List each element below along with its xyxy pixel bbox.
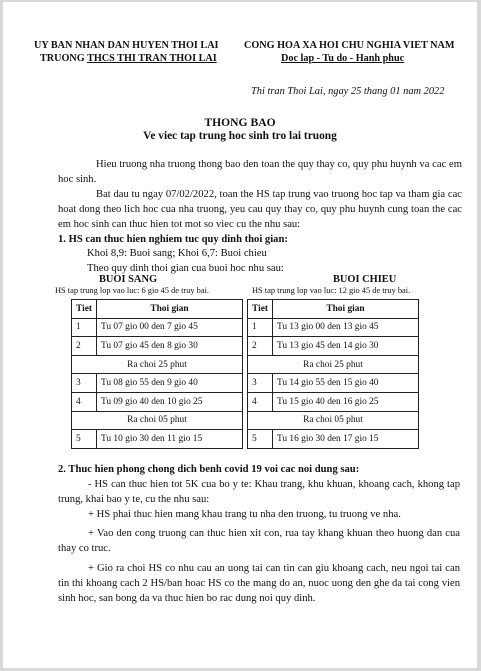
date-line: Thi tran Thoi Lai, ngay 25 thang 01 nam 2022 [251,86,445,97]
break-row [248,411,419,430]
org-line2-school: THCS THI TRAN THOI LAI [87,53,217,64]
time-cell: Tu 13 gio 45 den 14 gio 30 [273,337,419,356]
period-cell: 4 [72,392,97,411]
section2-heading: 2. Thuc hien phong chong dich benh covid 19 voi cac noi dung sau: [58,464,360,475]
org-line1: UY BAN NHAN DAN HUYEN THOI LAI [34,40,219,51]
table-row [248,374,419,393]
morning-note: HS tap trung lop vao luc: 6 gio 45 de truy bai. [55,286,209,295]
period-cell: 5 [248,430,273,449]
col-period-header: Tiet [72,300,97,319]
table-row [72,318,243,337]
table-row [248,392,419,411]
break-cell: Ra choi 05 phut [248,411,419,430]
table-row [72,430,243,449]
time-cell: Tu 10 gio 30 den 11 gio 15 [97,430,243,449]
table-row [72,374,243,393]
afternoon-note: HS tap trung lop vao luc: 12 gio 45 de truy bai. [252,286,411,295]
col-period-header: Tiet [248,300,273,319]
intro-paragraph: Hieu truong nha truong thong bao den toan the quy thay co, quy phu huynh va cac em hoc sinh. [58,159,462,185]
break-row [248,355,419,374]
break-row [72,355,243,374]
time-cell: Tu 14 gio 55 den 15 gio 40 [273,374,419,393]
table-row [248,318,419,337]
break-cell: Ra choi 25 phut [248,355,419,374]
section2-p2: + HS phai thuc hien mang khau trang tu nha den truong, tu truong ve nha. [88,509,401,520]
section1-line1: Khoi 8,9: Buoi sang; Khoi 6,7: Buoi chieu [87,248,267,259]
period-cell: 4 [248,392,273,411]
doc-subtitle: Ve viec tap trung hoc sinh tro lai truong [143,130,337,142]
table-header-row [72,300,243,319]
section1-heading: 1. HS can thuc hien nghiem tuc quy dinh thoi gian: [58,234,288,245]
table-header-row [248,300,419,319]
time-cell: Tu 13 gio 00 den 13 gio 45 [273,318,419,337]
nation-line1: CONG HOA XA HOI CHU NGHIA VIET NAM [244,40,455,51]
section2-p4: + Gio ra choi HS co nhu cau an uong tai can tin can giu khoang cach, neu ngoi tai can tin thi khoang cach 2 HS/ban hoac HS co the mang do an, nuoc uong den ghe da tai cong vien sinh hoc, san bong da va thuc hien bo rac dung noi quy dinh. [58,563,460,604]
time-cell: Tu 08 gio 55 den 9 gio 40 [97,374,243,393]
org-line2-prefix: TRUONG [40,53,88,64]
period-cell: 2 [248,337,273,356]
morning-title: BUOI SANG [99,274,158,285]
org-line2 [40,53,217,64]
table-row [72,392,243,411]
table-row [248,337,419,356]
section1-line2: Theo quy dinh thoi gian cua buoi hoc nhu sau: [87,263,284,274]
period-cell: 3 [248,374,273,393]
time-cell: Tu 16 gio 30 den 17 gio 15 [273,430,419,449]
break-row [72,411,243,430]
afternoon-title: BUOI CHIEU [333,274,397,285]
period-cell: 2 [72,337,97,356]
nation-line2: Doc lap - Tu do - Hanh phuc [281,53,405,64]
afternoon-schedule-table [247,299,419,449]
start-paragraph: Bat dau tu ngay 07/02/2022, toan the HS tap trung vao truong hoc tap va tham gia cac hoat dong theo lich hoc cua nha truong, yeu cau quy thay co, quy phu huynh cung toan the cac em hoc sinh can thuc hien tot mot so viec cu the nhu sau: [58,189,462,230]
time-cell: Tu 15 gio 40 den 16 gio 25 [273,392,419,411]
col-time-header: Thoi gian [273,300,419,319]
period-cell: 1 [248,318,273,337]
col-time-header: Thoi gian [97,300,243,319]
morning-schedule-table [71,299,243,449]
time-cell: Tu 07 gio 00 den 7 gio 45 [97,318,243,337]
break-cell: Ra choi 25 phut [72,355,243,374]
document-page [3,2,477,668]
time-cell: Tu 07 gio 45 den 8 gio 30 [97,337,243,356]
break-cell: Ra choi 05 phut [72,411,243,430]
period-cell: 3 [72,374,97,393]
time-cell: Tu 09 gio 40 den 10 gio 25 [97,392,243,411]
table-row [248,430,419,449]
section2-p3: + Vao den cong truong can thuc hien xit con, rua tay khang khuan theo huong dan cua thay co truc. [58,528,460,554]
period-cell: 1 [72,318,97,337]
table-row [72,337,243,356]
doc-title: THONG BAO [204,116,276,129]
section2-p1: - HS can thuc hien tot 5K cua bo y te: Khau trang, khu khuan, khoang cach, khong tap trung, khai bao y te, cu the nhu sau: [58,479,460,505]
period-cell: 5 [72,430,97,449]
